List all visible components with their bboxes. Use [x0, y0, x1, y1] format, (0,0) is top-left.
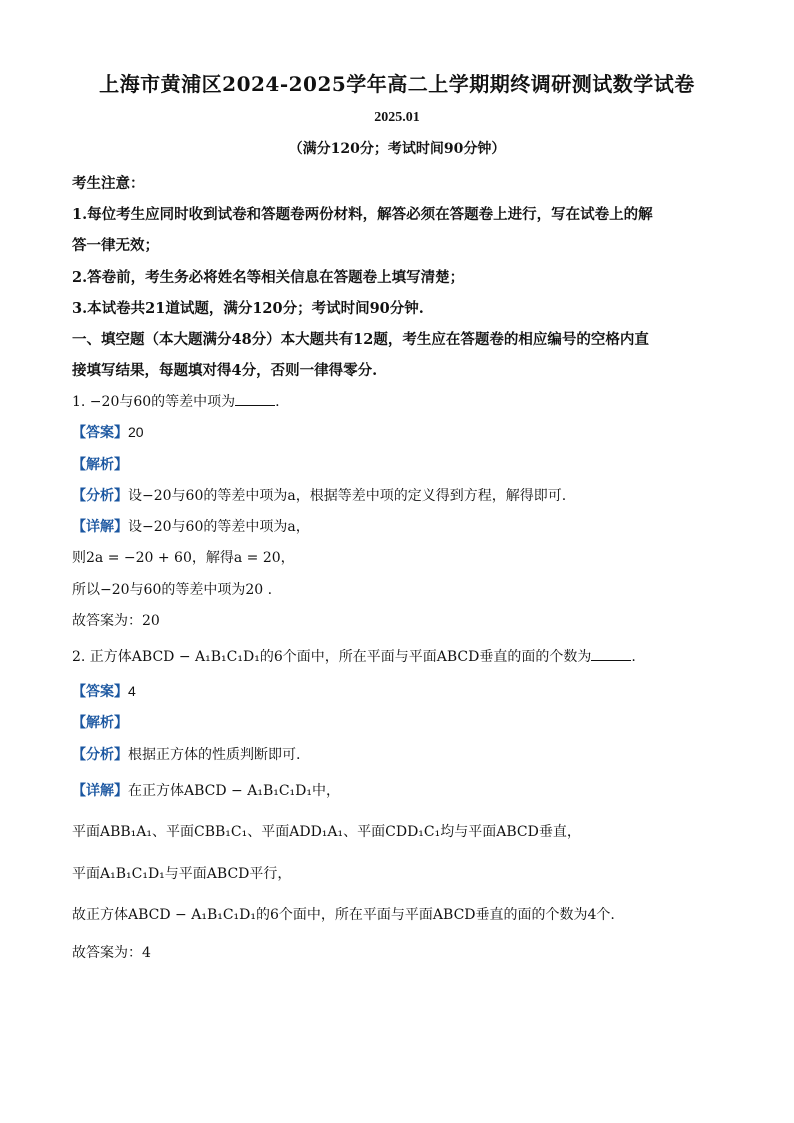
q1-stem: 1. −20与60的等差中项为	[72, 394, 236, 410]
q1-answer-tag: 【答案】	[72, 425, 128, 441]
q2-answer-blank	[591, 648, 631, 661]
q1-xiangjie-tag: 【详解】	[72, 519, 128, 535]
notice-item-3: 3.本试卷共21道试题，满分120分；考试时间90分钟.	[72, 300, 424, 317]
q2-answer: 4	[128, 683, 136, 699]
q2-step-1: 平面ABB₁A₁、平面CBB₁C₁、平面ADD₁A₁、平面CDD₁C₁均与平面ABCD垂直，	[72, 824, 581, 840]
notice-item-1a: 1.每位考生应同时收到试卷和答题卷两份材料，解答必须在答题卷上进行，写在试卷上的解	[72, 206, 653, 223]
q1-answer-blank	[235, 393, 275, 406]
q2-stem-end: .	[631, 649, 636, 665]
exam-date: 2025.01	[374, 110, 420, 125]
q1-stem-end: .	[275, 394, 280, 410]
notice-item-1b: 答一律无效；	[72, 237, 159, 254]
q2-step-3: 故正方体ABCD − A₁B₁C₁D₁的6个面中，所在平面与平面ABCD垂直的面的个数为4个.	[72, 907, 615, 923]
q1-fenxi-line	[72, 485, 732, 505]
page-title: 上海市黄浦区2024-2025学年高二上学期期终调研测试数学试卷	[99, 72, 695, 96]
notice-label: 考生注意：	[72, 175, 145, 192]
notice-item-2: 2.答卷前，考生务必将姓名等相关信息在答题卷上填写清楚；	[72, 269, 465, 286]
q1-answer-line	[72, 422, 732, 442]
section-1-line-1: 一、填空题（本大题满分48分）本大题共有12题，考生应在答题卷的相应编号的空格内直	[72, 331, 649, 348]
q2-answer-tag: 【答案】	[72, 684, 128, 700]
q2-stem-line	[72, 646, 732, 666]
q1-jiexi-tag: 【解析】	[72, 457, 128, 473]
q1-stem-line	[72, 391, 732, 411]
q2-fenxi-tag: 【分析】	[72, 747, 128, 763]
q2-stem: 2. 正方体ABCD − A₁B₁C₁D₁的6个面中，所在平面与平面ABCD垂直的面的个数为	[72, 649, 592, 665]
q2-fenxi: 根据正方体的性质判断即可.	[128, 747, 301, 763]
q1-fenxi: 设−20与60的等差中项为a，根据等差中项的定义得到方程，解得即可.	[128, 488, 567, 504]
section-1-line-2: 接填写结果，每题填对得4分，否则一律得零分.	[72, 362, 378, 379]
q2-jiexi-tag: 【解析】	[72, 715, 128, 731]
q1-step-1: 则2a = −20 + 60，解得a = 20，	[72, 550, 295, 566]
q1-answer: 20	[128, 424, 144, 440]
q1-final: 故答案为：20	[72, 613, 160, 629]
q1-step-2: 所以−20与60的等差中项为20 .	[72, 582, 273, 598]
q2-final: 故答案为：4	[72, 945, 151, 961]
exam-score-time-note: （满分120分；考试时间90分钟）	[288, 141, 506, 157]
q1-fenxi-tag: 【分析】	[72, 488, 128, 504]
q1-xiangjie: 设−20与60的等差中项为a，	[128, 519, 310, 535]
q2-xiangjie-line	[72, 780, 732, 800]
q2-answer-line	[72, 681, 732, 701]
q1-xiangjie-line	[72, 516, 732, 536]
q2-xiangjie: 在正方体ABCD − A₁B₁C₁D₁中，	[128, 783, 341, 799]
q2-step-2: 平面A₁B₁C₁D₁与平面ABCD平行，	[72, 866, 292, 882]
q2-fenxi-line	[72, 744, 732, 764]
q2-xiangjie-tag: 【详解】	[72, 783, 128, 799]
